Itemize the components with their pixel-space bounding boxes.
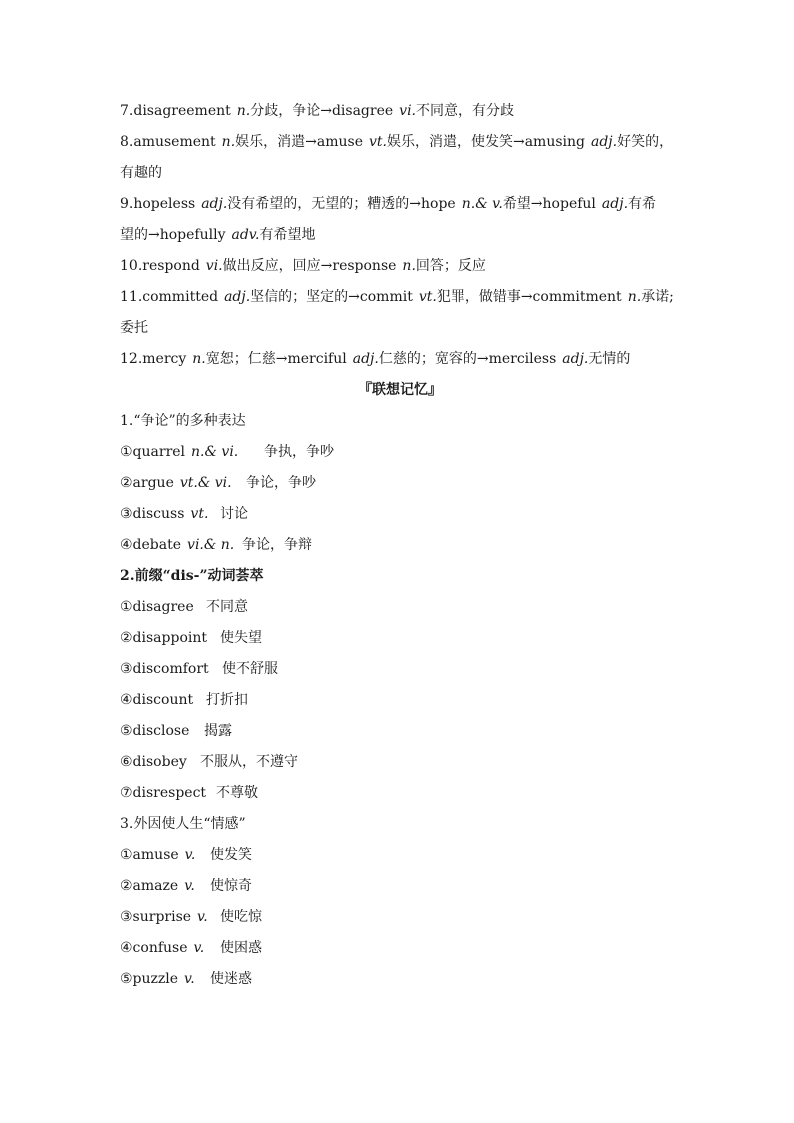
pos: vi. bbox=[205, 258, 223, 274]
entry-text: 有希望地 bbox=[259, 227, 316, 243]
item-word: ②argue bbox=[120, 475, 174, 491]
entry-text: 有趣的 bbox=[120, 165, 162, 181]
vocab-entry-10 bbox=[120, 251, 680, 282]
list-item bbox=[120, 933, 680, 964]
list-item bbox=[120, 437, 680, 468]
entry-text: 娱乐，消遣，使发笑→amusing bbox=[386, 134, 585, 150]
pos: adj. bbox=[224, 289, 251, 305]
item-meaning: 争执，争吵 bbox=[264, 444, 334, 460]
entry-text: 承诺; bbox=[641, 289, 674, 305]
pos: v. bbox=[184, 847, 196, 863]
pos: vt. bbox=[190, 506, 209, 522]
entry-text: 仁慈的；宽容的→merciless bbox=[378, 351, 557, 367]
item-meaning: 使发笑 bbox=[210, 847, 252, 863]
list-item bbox=[120, 654, 680, 685]
vocab-entry-12 bbox=[120, 344, 680, 375]
entry-text: 有希 bbox=[628, 196, 657, 212]
list-item bbox=[120, 499, 680, 530]
item-meaning: 不尊敬 bbox=[216, 785, 258, 801]
item-word: ③discuss bbox=[120, 506, 185, 522]
list-item bbox=[120, 685, 680, 716]
pos: n.& v. bbox=[461, 196, 503, 212]
vocab-entry-9 bbox=[120, 189, 680, 220]
pos: v. bbox=[193, 940, 205, 956]
pos: n. bbox=[192, 351, 206, 367]
entry-text: 望的→hopefully bbox=[120, 227, 226, 243]
item-word: ⑥disobey bbox=[120, 754, 187, 770]
item-meaning: 使迷惑 bbox=[210, 971, 252, 987]
vocab-entry-11-cont bbox=[120, 313, 680, 344]
list-item bbox=[120, 902, 680, 933]
vocab-entry-11 bbox=[120, 282, 680, 313]
item-meaning: 争论，争辩 bbox=[242, 537, 312, 553]
group3-title: 3.外因使人生“情感” bbox=[120, 816, 246, 832]
entry-text: 坚信的；坚定的→commit bbox=[250, 289, 413, 305]
item-word: ①quarrel bbox=[120, 444, 186, 460]
item-word: ①amuse bbox=[120, 847, 179, 863]
pos: vi. bbox=[399, 103, 417, 119]
entry-text: 做出反应，回应→response bbox=[222, 258, 397, 274]
list-item bbox=[120, 592, 680, 623]
item-meaning: 不同意 bbox=[206, 599, 248, 615]
pos: n.& vi. bbox=[191, 444, 239, 460]
entry-text: 希望→hopeful bbox=[502, 196, 596, 212]
document-page bbox=[120, 96, 680, 995]
vocab-entry-8 bbox=[120, 127, 680, 158]
item-meaning: 不服从，不遵守 bbox=[200, 754, 298, 770]
item-meaning: 打折扣 bbox=[206, 692, 248, 708]
list-item bbox=[120, 530, 680, 561]
item-meaning: 争论，争吵 bbox=[246, 475, 316, 491]
entry-word: 12.mercy bbox=[120, 351, 187, 367]
pos: adj. bbox=[201, 196, 228, 212]
item-word: ②disappoint bbox=[120, 630, 207, 646]
item-word: ⑤puzzle bbox=[120, 971, 179, 987]
pos: n. bbox=[221, 134, 236, 150]
entry-word: 8.amusement bbox=[120, 134, 216, 150]
item-meaning: 使惊奇 bbox=[210, 878, 252, 894]
item-meaning: 使困惑 bbox=[220, 940, 262, 956]
vocab-entry-8-cont bbox=[120, 158, 680, 189]
list-item bbox=[120, 778, 680, 809]
vocab-entry-7 bbox=[120, 96, 680, 127]
item-word: ③surprise bbox=[120, 909, 192, 925]
item-word: ⑦disrespect bbox=[120, 785, 207, 801]
entry-text: 没有希望的，无望的；糟透的→hope bbox=[227, 196, 456, 212]
pos: n. bbox=[402, 258, 416, 274]
group1-title: 1.“争论”的多种表达 bbox=[120, 413, 246, 429]
entry-word: 9.hopeless bbox=[120, 196, 196, 212]
entry-text: 不同意，有分歧 bbox=[416, 103, 515, 119]
pos: adj. bbox=[591, 134, 618, 150]
vocab-entry-9-cont bbox=[120, 220, 680, 251]
pos: adj. bbox=[601, 196, 629, 212]
item-word: ①disagree bbox=[120, 599, 194, 615]
entry-text: 回答；反应 bbox=[415, 258, 486, 274]
entry-text: 宽恕；仁慈→merciful bbox=[205, 351, 347, 367]
section-title: 『联想记忆』 bbox=[358, 382, 442, 398]
pos: adj. bbox=[562, 351, 589, 367]
item-word: ⑤disclose bbox=[120, 723, 190, 739]
pos: n. bbox=[236, 103, 251, 119]
item-word: ④debate bbox=[120, 537, 182, 553]
item-meaning: 使吃惊 bbox=[220, 909, 262, 925]
list-item bbox=[120, 747, 680, 778]
entry-word: 10.respond bbox=[120, 258, 200, 274]
item-word: ③discomfort bbox=[120, 661, 209, 677]
list-item bbox=[120, 964, 680, 995]
entry-text: 好笑的， bbox=[617, 134, 674, 150]
entry-word: 7.disagreement bbox=[120, 103, 231, 119]
pos: n. bbox=[627, 289, 642, 305]
list-item bbox=[120, 623, 680, 654]
item-meaning: 揭露 bbox=[204, 723, 232, 739]
group2-title: 2.前缀“dis-”动词荟萃 bbox=[120, 568, 264, 584]
entry-text: 犯罪，做错事→commitment bbox=[436, 289, 622, 305]
pos: adv. bbox=[231, 227, 260, 243]
pos: vt. bbox=[418, 289, 437, 305]
pos: v. bbox=[197, 909, 208, 925]
list-item bbox=[120, 840, 680, 871]
list-item bbox=[120, 871, 680, 902]
entry-text: 分歧，争论→disagree bbox=[250, 103, 394, 119]
item-meaning: 使失望 bbox=[220, 630, 262, 646]
pos: vi.& n. bbox=[187, 537, 235, 553]
entry-text: 娱乐，消遣→amuse bbox=[235, 134, 363, 150]
pos: adj. bbox=[352, 351, 379, 367]
item-word: ④confuse bbox=[120, 940, 188, 956]
list-item bbox=[120, 716, 680, 747]
pos: vt.& vi. bbox=[179, 475, 232, 491]
entry-text: 无情的 bbox=[588, 351, 631, 367]
item-meaning: 使不舒服 bbox=[222, 661, 278, 677]
pos: vt. bbox=[368, 134, 387, 150]
pos: v. bbox=[184, 971, 195, 987]
entry-word: 11.committed bbox=[120, 289, 219, 305]
entry-text: 委托 bbox=[120, 320, 148, 336]
item-meaning: 讨论 bbox=[220, 506, 248, 522]
item-word: ②amaze bbox=[120, 878, 179, 894]
item-word: ④discount bbox=[120, 692, 194, 708]
list-item bbox=[120, 468, 680, 499]
pos: v. bbox=[184, 878, 195, 894]
